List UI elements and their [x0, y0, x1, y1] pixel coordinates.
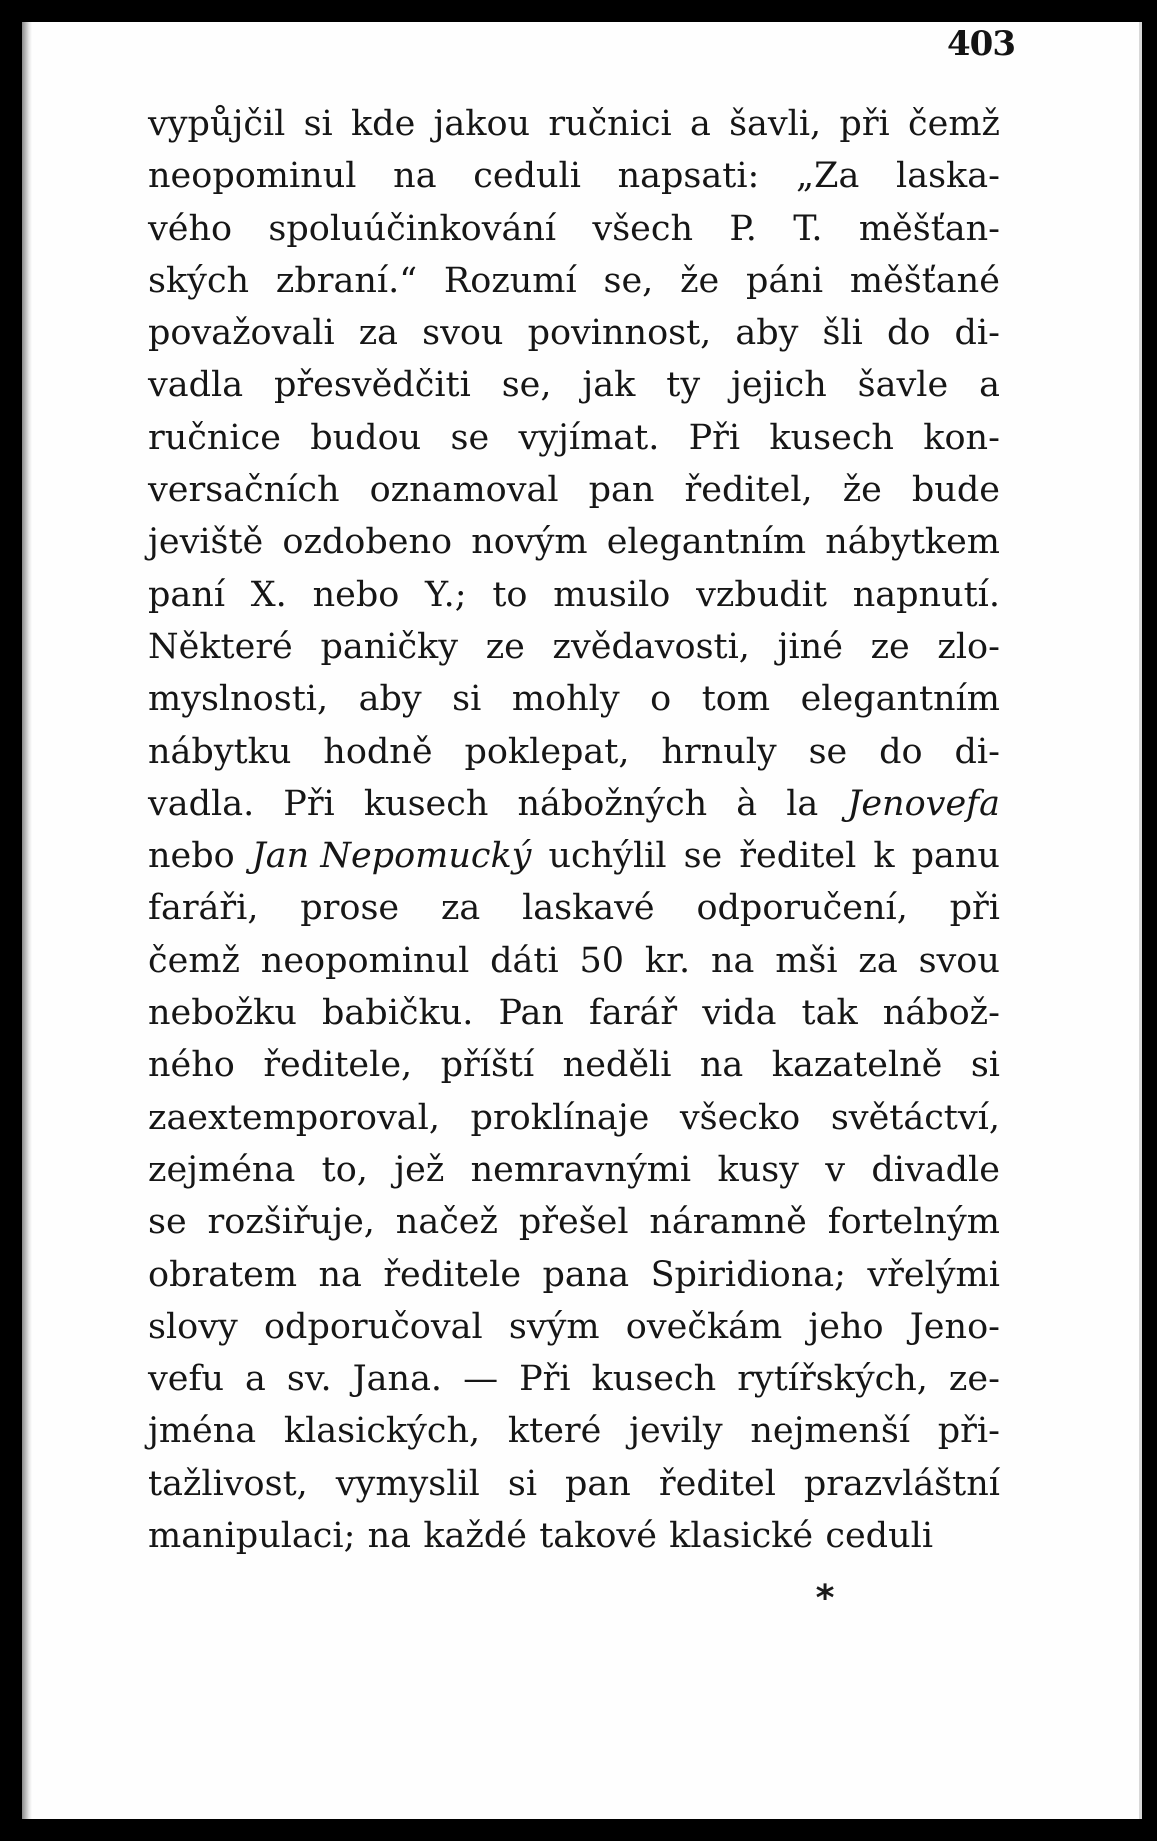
word: napsati: [617, 156, 760, 197]
word: šavle [857, 365, 949, 406]
word: elegantním [800, 679, 1000, 720]
word: spoluúčinkování [268, 208, 557, 249]
word: kusech [769, 417, 894, 458]
word: všech [592, 208, 694, 249]
word: dáti [490, 940, 559, 981]
word: ze [870, 626, 910, 667]
word: P. [729, 208, 757, 249]
word: Při [283, 783, 335, 824]
word: nebo [312, 574, 400, 615]
word: do [886, 313, 931, 354]
text-line [148, 882, 1000, 934]
word: všecko [679, 1097, 801, 1138]
word: ředitel, [684, 470, 813, 511]
word: manipulaci; [148, 1516, 356, 1557]
word: si [507, 1463, 538, 1504]
word: měšťané [849, 260, 1000, 301]
word: mohly [511, 679, 620, 720]
word: rozšiřuje, [207, 1202, 375, 1243]
word: přesvědčiti [274, 365, 471, 406]
text-line [148, 255, 1000, 307]
word: novým [471, 522, 588, 563]
word: mši [775, 940, 838, 981]
word: nebo [148, 836, 235, 877]
text-line [148, 987, 1000, 1039]
word: ze [485, 626, 525, 667]
word: farář [588, 993, 678, 1034]
word: jména [148, 1411, 257, 1452]
word: X. [250, 574, 287, 615]
word: babičku. [322, 993, 474, 1034]
word: šli [822, 313, 863, 354]
word: za [858, 940, 898, 981]
word: jak [582, 365, 636, 406]
word: ze- [948, 1359, 1000, 1400]
word: zvědavosti, [552, 626, 750, 667]
word: jakou [433, 104, 531, 144]
italic-title-word: Jan Nepomucký [251, 836, 532, 877]
word: napnutí. [852, 574, 1000, 615]
text-line [148, 1092, 1000, 1144]
word: vypůjčil [148, 104, 286, 144]
word: Při [688, 417, 741, 458]
text-line [148, 307, 1000, 359]
word: fortelným [827, 1202, 1000, 1243]
word: oznamoval [369, 470, 559, 511]
word: neopominul [148, 156, 357, 197]
word: hodně [323, 731, 433, 772]
word: si [303, 104, 333, 144]
word: se [148, 1202, 187, 1243]
word: šavli, [729, 104, 822, 144]
word: se [450, 417, 490, 458]
word: di- [954, 313, 1000, 354]
word: měšťan- [858, 208, 1000, 249]
word: nábožných [517, 783, 708, 824]
word: Pan [498, 993, 564, 1034]
word: přešel [518, 1202, 629, 1243]
word: zlo- [937, 626, 1000, 667]
text-line [148, 830, 1000, 882]
word: k [873, 836, 895, 877]
word: nebožku [148, 993, 297, 1034]
word: vyjímat. [518, 417, 660, 458]
word: zbraní.“ [275, 260, 418, 301]
text-line [148, 464, 1000, 516]
signature-mark: * [815, 1578, 835, 1619]
text-line [148, 935, 1000, 987]
word: považovali [148, 313, 335, 354]
word: za [358, 313, 399, 354]
word: to [492, 574, 528, 615]
text-line [148, 726, 1000, 778]
word: kon- [923, 417, 1000, 458]
word: jejich [731, 365, 827, 406]
text-line [148, 1249, 1000, 1301]
word: prose [300, 888, 400, 929]
text-line [148, 621, 1000, 673]
word: a [689, 104, 711, 144]
text-line [148, 98, 1000, 150]
text-line [148, 203, 1000, 255]
word: Y.; [425, 574, 467, 615]
word: se [808, 731, 848, 772]
word: na [393, 156, 437, 197]
word: à [736, 783, 758, 824]
word: nábytku [148, 731, 292, 772]
word: nábož- [882, 993, 1000, 1034]
text-line [148, 412, 1000, 464]
word: při [839, 104, 890, 144]
word: neděli [562, 1045, 672, 1086]
word: vzbudit [696, 574, 827, 615]
word: ských [148, 260, 250, 301]
word: že [842, 470, 882, 511]
word: aby [358, 679, 422, 720]
word: ředitele [383, 1254, 522, 1295]
word: na [318, 1254, 362, 1295]
word: musilo [553, 574, 671, 615]
word: klasické [669, 1516, 814, 1557]
word: ředitel [739, 836, 857, 877]
word: ovečkám [625, 1306, 783, 1347]
word: hrnuly [661, 731, 777, 772]
word: načež [395, 1202, 498, 1243]
word: versačních [148, 470, 340, 511]
word: kusech [363, 783, 489, 824]
word: ty [666, 365, 701, 406]
word: jevily [629, 1411, 723, 1452]
word: svým [508, 1306, 600, 1347]
word: si [970, 1045, 1000, 1086]
word: ředitele, [263, 1045, 413, 1086]
word: „Za [796, 156, 860, 197]
word: Spiridiona; [650, 1254, 846, 1295]
word: T. [793, 208, 823, 249]
word: kr. [644, 940, 691, 981]
word: tažlivost, [148, 1463, 308, 1504]
text-line [148, 1405, 1000, 1457]
text-line [148, 778, 1000, 830]
word: kde [350, 104, 416, 144]
word: do [879, 731, 923, 772]
word: ceduli [825, 1516, 934, 1557]
page-number: 403 [947, 24, 1015, 64]
word: bude [911, 470, 1000, 511]
word: náramně [649, 1202, 807, 1243]
word: paní [148, 574, 226, 615]
word: Jana. [352, 1359, 443, 1400]
word: rytířských, [737, 1359, 928, 1400]
word: zejména [148, 1149, 296, 1190]
word: že [680, 260, 720, 301]
word: za [440, 888, 481, 929]
word: klasických, [283, 1411, 481, 1452]
word: kusech [591, 1359, 717, 1400]
word: slovy [148, 1306, 238, 1347]
word: Rozumí [443, 260, 577, 301]
word: odporučoval [263, 1306, 483, 1347]
word: budou [310, 417, 422, 458]
word: nemravnými [470, 1149, 692, 1190]
word: poklepat, [464, 731, 630, 772]
italic-title-word: Jenovefa [847, 783, 1000, 824]
word: vida [702, 993, 777, 1034]
word: se [683, 836, 723, 877]
text-line [148, 1458, 1000, 1510]
word: 50 [579, 940, 625, 981]
word: vého [148, 208, 233, 249]
word: kusy [717, 1149, 799, 1190]
word: kazatelně [771, 1045, 943, 1086]
word: vřelými [867, 1254, 1000, 1295]
word: které [507, 1411, 602, 1452]
word: svou [422, 313, 504, 354]
word: o [650, 679, 672, 720]
word: ozdobeno [282, 522, 453, 563]
word: vymyslil [335, 1463, 480, 1504]
word: obratem [148, 1254, 298, 1295]
binding-shadow [22, 22, 32, 1819]
word: ručnici [548, 104, 672, 144]
word: zaextemporoval, [148, 1097, 440, 1138]
word: povinnost, [527, 313, 712, 354]
text-line [148, 359, 1000, 411]
word: páni [746, 260, 824, 301]
word: ceduli [473, 156, 581, 197]
body-text [148, 98, 1000, 1562]
word: nábytkem [825, 522, 1000, 563]
word: Při [519, 1359, 571, 1400]
word: příští [440, 1045, 535, 1086]
text-line [148, 150, 1000, 202]
word: jež [394, 1149, 445, 1190]
word: jeho [808, 1306, 884, 1347]
word: sv. [286, 1359, 332, 1400]
text-line [148, 1196, 1000, 1248]
word: laskavé [522, 888, 655, 929]
word: prazvláštní [803, 1463, 1000, 1504]
word: takové [539, 1516, 657, 1557]
word: ředitel [658, 1463, 776, 1504]
word: světáctví, [830, 1097, 1000, 1138]
word: pan [588, 470, 655, 511]
word: to, [321, 1149, 368, 1190]
word: paničky [320, 626, 459, 667]
word: čemž [908, 104, 1000, 144]
word: v [825, 1149, 846, 1190]
word: faráři, [148, 888, 259, 929]
word: tom [701, 679, 771, 720]
word: Jeno- [909, 1306, 1000, 1347]
word: se, [501, 365, 552, 406]
word: vadla [148, 365, 244, 406]
word: vadla. [148, 783, 255, 824]
word: na [367, 1516, 412, 1557]
word: a [245, 1359, 266, 1400]
text-line [148, 569, 1000, 621]
word: vefu [148, 1359, 224, 1400]
text-line [148, 1144, 1000, 1196]
word: čemž [148, 940, 240, 981]
word: di- [954, 731, 1000, 772]
word: pana [542, 1254, 630, 1295]
text-line [148, 516, 1000, 568]
word: a [979, 365, 1000, 406]
word: proklínaje [470, 1097, 650, 1138]
word: aby [735, 313, 799, 354]
text-line [148, 1353, 1000, 1405]
word: neopominul [260, 940, 470, 981]
word: panu [911, 836, 1000, 877]
word: při [949, 888, 1000, 929]
word: si [452, 679, 482, 720]
word: pan [565, 1463, 631, 1504]
word: laska- [896, 156, 1000, 197]
word: při- [937, 1411, 1000, 1452]
word: se, [603, 260, 654, 301]
word: jeviště [148, 522, 264, 563]
word: na [710, 940, 755, 981]
text-line [148, 1039, 1000, 1091]
text-line [148, 673, 1000, 725]
word: tak [801, 993, 858, 1034]
word: na [699, 1045, 744, 1086]
page-edge [1139, 22, 1142, 1819]
word: divadle [871, 1149, 1000, 1190]
text-line [148, 1301, 1000, 1353]
word: ručnice [148, 417, 281, 458]
word: uchýlil [548, 836, 667, 877]
text-line [148, 1510, 1000, 1562]
word: odporučení, [696, 888, 908, 929]
word: elegantním [606, 522, 807, 563]
word: la [786, 783, 819, 824]
word: myslnosti, [148, 679, 329, 720]
word: svou [918, 940, 1000, 981]
word: nejmenší [750, 1411, 911, 1452]
word: ného [148, 1045, 235, 1086]
word: jiné [777, 626, 843, 667]
word: každé [423, 1516, 527, 1557]
word: — [463, 1359, 499, 1400]
word: Některé [148, 626, 293, 667]
